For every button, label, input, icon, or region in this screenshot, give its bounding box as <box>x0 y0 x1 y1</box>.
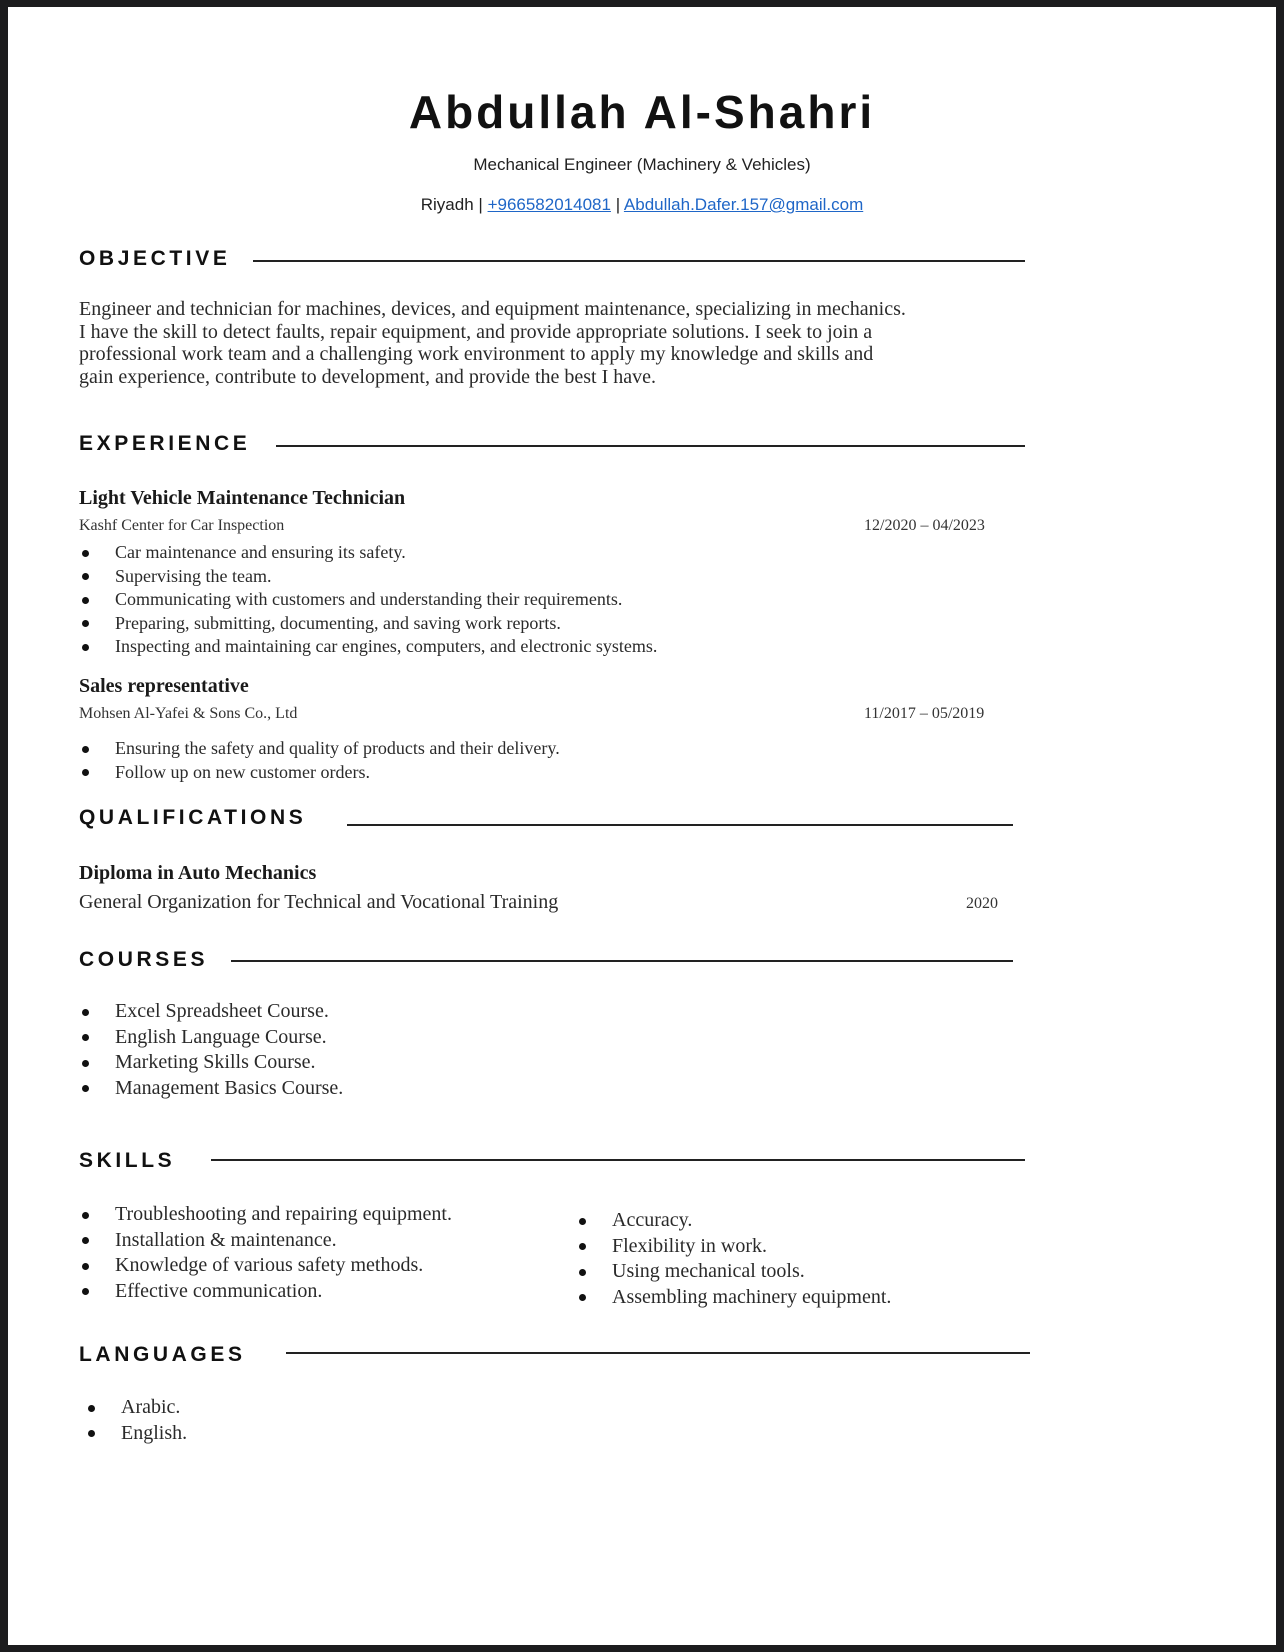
bullet-icon <box>82 1288 89 1295</box>
section-divider <box>286 1352 1030 1354</box>
list-item: Troubleshooting and repairing equipment. <box>79 1202 452 1228</box>
list-item: Excel Spreadsheet Course. <box>79 999 343 1025</box>
job-title: Light Vehicle Maintenance Technician <box>79 487 406 509</box>
job-dates: 11/2017 – 05/2019 <box>864 705 985 722</box>
languages-list <box>85 1395 187 1446</box>
objective-line: professional work team and a challenging work environment to apply my knowledge and skills and <box>79 343 874 365</box>
list-item: Ensuring the safety and quality of products and their delivery. <box>79 737 560 761</box>
list-item: Assembling machinery equipment. <box>576 1285 891 1311</box>
section-heading-languages: LANGUAGES <box>79 1343 246 1366</box>
job-company: Kashf Center for Car Inspection <box>79 517 285 534</box>
section-divider <box>276 445 1025 447</box>
job-company: Mohsen Al-Yafei & Sons Co., Ltd <box>79 705 298 722</box>
bullet-icon <box>82 620 89 627</box>
bullet-icon <box>82 1009 89 1016</box>
section-divider <box>231 960 1013 962</box>
list-item: English Language Course. <box>79 1025 343 1051</box>
section-heading-skills: SKILLS <box>79 1149 176 1172</box>
list-item: Flexibility in work. <box>576 1234 891 1260</box>
bullet-icon <box>82 597 89 604</box>
bullet-icon <box>579 1269 586 1276</box>
bullet-icon <box>82 1085 89 1092</box>
objective-line: I have the skill to detect faults, repair equipment, and provide appropriate solutions. I seek to join a <box>79 320 873 343</box>
list-item: Preparing, submitting, documenting, and saving work reports. <box>79 612 657 636</box>
list-item: Supervising the team. <box>79 565 657 589</box>
bullet-icon <box>579 1243 586 1250</box>
list-item: Follow up on new customer orders. <box>79 761 560 785</box>
list-item: Car maintenance and ensuring its safety. <box>79 541 657 565</box>
section-heading-experience: EXPERIENCE <box>79 432 251 455</box>
bullet-icon <box>82 644 89 651</box>
section-divider <box>211 1159 1025 1161</box>
list-item: Communicating with customers and understanding their requirements. <box>79 588 657 612</box>
bullet-icon <box>88 1405 95 1412</box>
separator: | <box>478 195 483 214</box>
list-item: English. <box>85 1421 187 1447</box>
qualification-title: Diploma in Auto Mechanics <box>79 862 317 884</box>
list-item: Effective communication. <box>79 1279 452 1305</box>
bullet-icon <box>579 1218 586 1225</box>
resume-page <box>8 7 1276 1645</box>
section-heading-qualifications: QUALIFICATIONS <box>79 806 307 829</box>
candidate-title: Mechanical Engineer (Machinery & Vehicles) <box>473 155 811 174</box>
email-link[interactable]: Abdullah.Dafer.157@gmail.com <box>623 195 864 214</box>
bullet-icon <box>82 550 89 557</box>
bullet-icon <box>82 769 89 776</box>
skills-list-column-1 <box>79 1202 452 1304</box>
skills-list-column-2 <box>576 1208 891 1310</box>
bullet-icon <box>579 1294 586 1301</box>
list-item: Marketing Skills Course. <box>79 1050 343 1076</box>
section-heading-courses: COURSES <box>79 948 209 971</box>
bullet-icon <box>82 746 89 753</box>
bullet-icon <box>82 1034 89 1041</box>
objective-text <box>79 298 906 388</box>
candidate-name: Abdullah Al-Shahri <box>408 86 876 138</box>
bullet-icon <box>82 1263 89 1270</box>
objective-line: Engineer and technician for machines, devices, and equipment maintenance, specializing in mechanics. <box>79 298 906 320</box>
bullet-icon <box>82 573 89 580</box>
list-item: Accuracy. <box>576 1208 891 1234</box>
separator: | <box>615 195 621 214</box>
list-item: Using mechanical tools. <box>576 1259 891 1285</box>
list-item: Installation & maintenance. <box>79 1228 452 1254</box>
bullet-icon <box>88 1430 95 1437</box>
section-divider <box>253 260 1025 262</box>
contact-line <box>8 195 1276 215</box>
bullet-icon <box>82 1212 89 1219</box>
objective-line: gain experience, contribute to development, and provide the best I have. <box>79 365 657 388</box>
list-item: Inspecting and maintaining car engines, computers, and electronic systems. <box>79 635 657 659</box>
location: Riyadh <box>420 195 474 214</box>
section-heading-objective: OBJECTIVE <box>79 247 231 270</box>
job-bullets <box>79 541 657 659</box>
section-divider <box>347 824 1013 826</box>
list-item: Management Basics Course. <box>79 1076 343 1102</box>
qualification-year: 2020 <box>966 895 998 912</box>
bullet-icon <box>82 1237 89 1244</box>
courses-list <box>79 999 343 1101</box>
job-title: Sales representative <box>79 675 249 697</box>
bullet-icon <box>82 1060 89 1067</box>
list-item: Arabic. <box>85 1395 187 1421</box>
qualification-institution: General Organization for Technical and Vocational Training <box>79 891 559 913</box>
phone-link[interactable]: +966582014081 <box>487 195 611 214</box>
job-bullets <box>79 737 560 784</box>
job-dates: 12/2020 – 04/2023 <box>864 517 985 534</box>
list-item: Knowledge of various safety methods. <box>79 1253 452 1279</box>
